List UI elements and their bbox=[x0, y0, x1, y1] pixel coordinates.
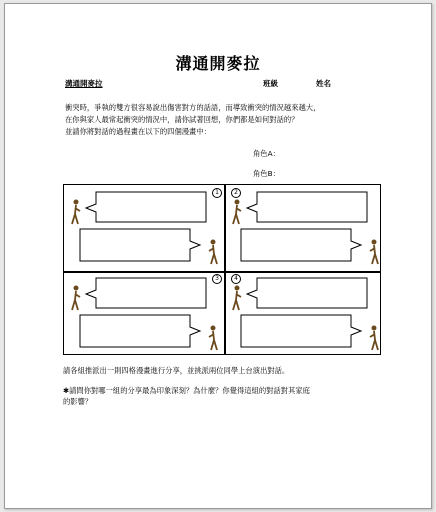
speech-bubble-bottom[interactable] bbox=[239, 227, 365, 263]
role-b-label: 角色B： bbox=[253, 169, 280, 178]
comic-grid bbox=[63, 184, 381, 355]
person-figure-icon bbox=[70, 285, 84, 313]
comic-panel-3[interactable] bbox=[64, 272, 222, 356]
class-label: 班級 bbox=[263, 79, 278, 88]
speech-bubble-bottom[interactable] bbox=[78, 313, 204, 349]
intro-line-1: 衝突時，爭執的雙方很容易說出傷害對方的話語，而導致衝突的情況越來越大， bbox=[65, 103, 321, 112]
worksheet-label: 溝通開麥拉 bbox=[65, 79, 103, 88]
speech-bubble-bottom[interactable] bbox=[239, 313, 365, 349]
name-label: 姓名 bbox=[316, 79, 331, 88]
panel-number-1: 1 bbox=[212, 188, 222, 198]
speech-bubble-top[interactable] bbox=[243, 276, 369, 310]
question-line-1: ✱請問你對哪一組的分享最為印象深刻？為什麼？你覺得這組的對話對其家庭 bbox=[63, 386, 310, 395]
person-figure-icon bbox=[231, 285, 245, 313]
person-figure-icon bbox=[206, 239, 220, 267]
role-a-label: 角色A： bbox=[253, 149, 280, 158]
person-figure-icon bbox=[367, 239, 381, 267]
panel-number-3: 3 bbox=[212, 274, 222, 284]
intro-line-2: 在你與家人最常起衝突的情況中，請你試著回想，你們都是如何對話的？ bbox=[65, 115, 299, 124]
person-figure-icon bbox=[367, 325, 381, 353]
question-line-2: 的影響？ bbox=[63, 397, 93, 406]
person-figure-icon bbox=[70, 199, 84, 227]
speech-bubble-top[interactable] bbox=[82, 276, 208, 310]
bottom-instruction: 請各組推派出一則四格漫畫進行分享，並挑派兩位同學上台演出對話。 bbox=[63, 366, 290, 375]
panel-number-2: 2 bbox=[231, 188, 241, 198]
person-figure-icon bbox=[231, 199, 245, 227]
comic-panel-4[interactable] bbox=[225, 272, 383, 356]
document-page bbox=[4, 3, 432, 509]
page-title: 溝通開麥拉 bbox=[175, 54, 261, 73]
speech-bubble-bottom[interactable] bbox=[78, 227, 204, 263]
person-figure-icon bbox=[206, 325, 220, 353]
speech-bubble-top[interactable] bbox=[243, 190, 369, 224]
comic-panel-1[interactable] bbox=[64, 185, 222, 269]
comic-panel-2[interactable] bbox=[225, 185, 383, 269]
speech-bubble-top[interactable] bbox=[82, 190, 208, 224]
intro-line-3: 並請你將對話的過程畫在以下的四個漫畫中： bbox=[65, 127, 211, 136]
panel-number-4: 4 bbox=[231, 274, 241, 284]
